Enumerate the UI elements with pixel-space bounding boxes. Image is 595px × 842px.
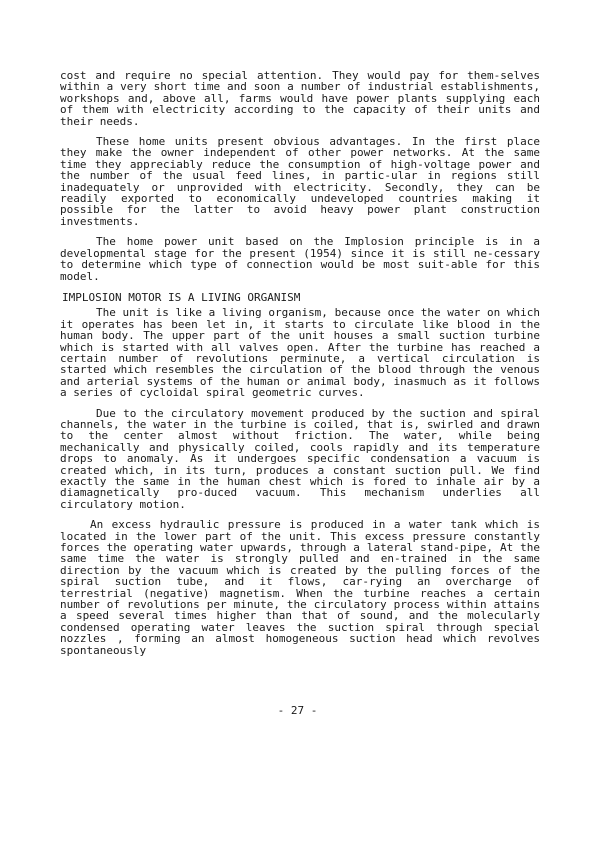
paragraph-cost: cost and require no special attention. They would pay for them-selves within a very short time and soon a number of industrial establishments, workshops and, above all, farms would have power plants supplying each of them with electricity according to the capacity of their units and their needs.	[60, 69, 540, 128]
paragraph-advantages: These home units present obvious advantages. In the first place they make the owner independent of other power networks. At the same time they appreciably reduce the consumption of high-voltage power and the number of the usual feed lines, in partic-ular in regions still inadequately or unprovided with electricity. Secondly, they can be readily exported to economically undeveloped countries making it possible for the latter to avoid heavy power plant construction investments.	[60, 135, 540, 228]
page-body	[60, 70, 540, 665]
page-number: - 27 -	[277, 704, 318, 717]
paragraph-development: The home power unit based on the Implosion principle is in a developmental stage for the present (1954) since it is still ne-cessary to determine which type of connection would be most suit-able for this model.	[60, 235, 540, 283]
paragraph-living-organism: The unit is like a living organism, because once the water on which it operates has been let in, it starts to circulate like blood in the human body. The upper part of the unit houses a small suction turbine which is started with all valves open. After the turbine has reached a certain number of revolutions perminute, a vertical circulation is started which resembles the circulation of the blood through the venous and arterial systems of the human or animal body, inasmuch as it follows a series of cycloidal spiral geometric curves.	[60, 306, 540, 400]
paragraph-circulatory-movement: Due to the circulatory movement produced by the suction and spiral channels, the water in the turbine is coiled, that is, swirled and drawn to the center almost without friction. The water, while being mechanically and physically coiled, cools rapidly and its temperature drops to anomaly. As it undergoes specific condensation a vacuum is created which, in its turn, produces a constant suction pull. We find exactly the same in the human chest which is fored to inhale air by a diamagnetically pro-duced vacuum. This mechanism underlies all circulatory motion.	[60, 406, 540, 511]
paragraph-hydraulic-pressure: An excess hydraulic pressure is produced in a water tank which is located in the lower part of the unit. This excess pressure constantly forces the operating water upwards, through a lateral stand-pipe, At the same time the water is strongly pulled and en-trained in the same direction by the vacuum which is created by the pulling forces of the spiral suction tube, and it flows, car-rying an overcharge of terrestrial (negative) magnetism. When the turbine reaches a certain number of revolutions per minute, the circulatory process within attains a speed several times higher than that of sound, and the molecularly condensed operating water leaves the suction spiral through special nozzles , forming an almost homogeneous suction head which revolves spontaneously	[60, 518, 540, 657]
section-heading: IMPLOSION MOTOR IS A LIVING ORGANISM	[62, 290, 301, 304]
